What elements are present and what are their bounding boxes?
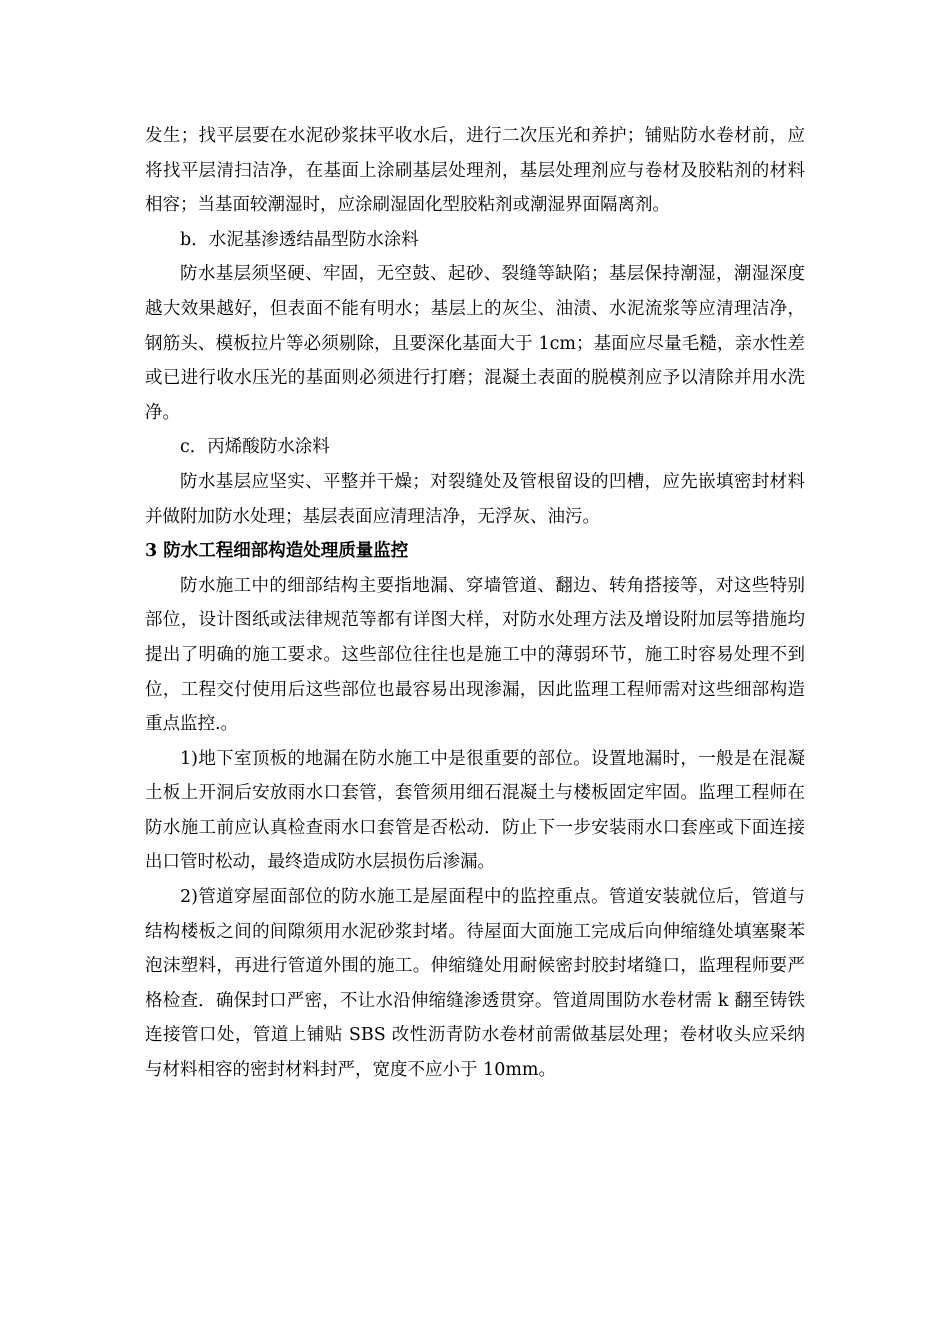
document-page: [145, 119, 805, 1088]
subheading-acrylic-coating: c．丙烯酸防水涂料: [180, 437, 330, 458]
subheading-cementitious-coating: b．水泥基渗透结晶型防水涂料: [180, 229, 419, 250]
paragraph-detail-structures: 防水施工中的细部结构主要指地漏、穿墙管道、翻边、转角搭接等，对这些特别部位，设计图纸或法律规范等都有详图大样，对防水处理方法及增设附加层等措施均提出了明确的施工要求。这些部位往往也是施工中的薄弱环节，施工时容易处理不到位，工程交付使用后这些部位也最容易出现渗漏，因此监理工程师需对这些细部构造重点监控.。: [145, 575, 805, 735]
paragraph-pipe-penetration: 2)管道穿屋面部位的防水施工是屋面程中的监控重点。管道安装就位后，管道与结构楼板之间的间隙须用水泥砂浆封堵。待屋面大面施工完成后向伸缩缝处填塞聚苯泡沫塑料，再进行管道外围的施工。伸缩缝处用耐候密封胶封堵缝口，监理程师要严格检查．确保封口严密，不让水沿伸缩缝渗透贯穿。管道周围防水卷材需 k 翻至铸铁连接管口处，管道上铺贴 SBS 改性沥青防水卷材前需做基层处理；卷材收头应采纳与材料相容的密封材料封严，宽度不应小于 10mm。: [145, 887, 805, 1081]
paragraph-floor-drain: 1)地下室顶板的地漏在防水施工中是很重要的部位。设置地漏时，一般是在混凝土板上开洞后安放雨水口套管，套管须用细石混凝土与楼板固定牢固。监理工程师在防水施工前应认真检查雨水口套管是否松动．防止下一步安装雨水口套座或下面连接出口管时松动，最终造成防水层损伤后渗漏。: [145, 748, 805, 873]
paragraph-base-prep: 发生；找平层要在水泥砂浆抹平收水后，进行二次压光和养护；铺贴防水卷材前，应将找平层清扫洁净，在基面上涂刷基层处理剂，基层处理剂应与卷材及胶粘剂的材料相容；当基面较潮湿时，应涂刷湿固化型胶粘剂或潮湿界面隔离剂。: [145, 126, 805, 216]
paragraph-acrylic-coating: 防水基层应坚实、平整并干燥；对裂缝处及管根留设的凹槽，应先嵌填密封材料并做附加防水处理；基层表面应清理洁净，无浮灰、油污。: [145, 471, 805, 527]
section-heading-detail-control: 3 防水工程细部构造处理质量监控: [145, 541, 409, 562]
paragraph-cementitious-coating: 防水基层须坚硬、牢固，无空鼓、起砂、裂缝等缺陷；基层保持潮湿，潮湿深度越大效果越好，但表面不能有明水；基层上的灰尘、油渍、水泥流浆等应清理洁净，钢筋头、模板拉片等必须剔除，且要深化基面大于 1cm；基面应尽量毛糙，亲水性差或已进行收水压光的基面则必须进行打磨；混凝土表面的脱模剂应予以清除并用水洗净。: [145, 264, 805, 423]
